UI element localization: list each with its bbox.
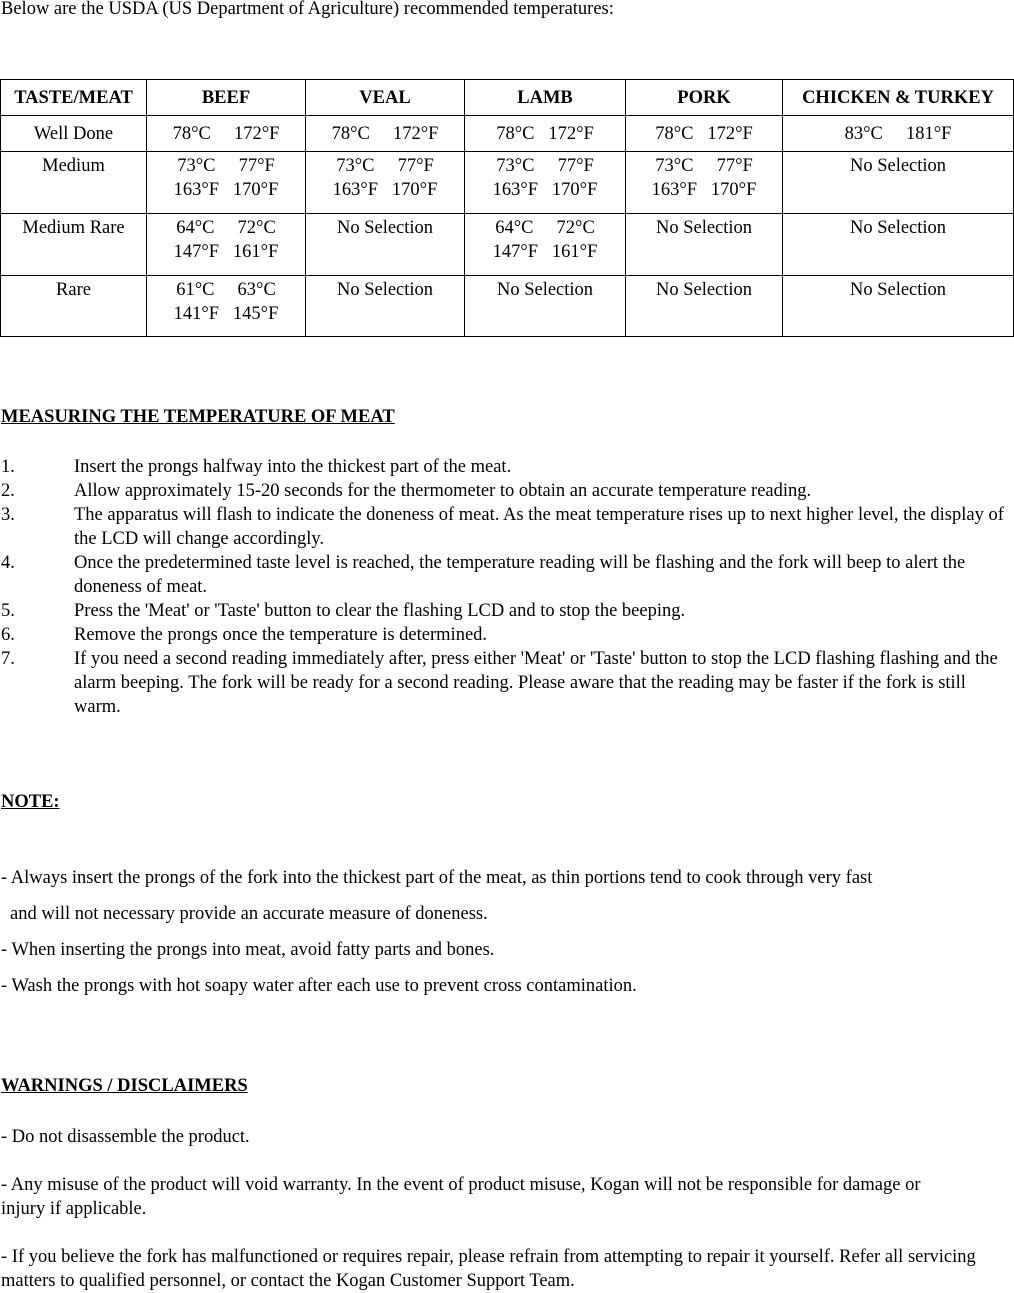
- pork-temperature-cell: [626, 276, 783, 337]
- measuring-steps-list: [1, 455, 1005, 719]
- step-text: Once the predetermined taste level is reached, the temperature reading will be flashing and the fork will beep to alert the doneness of meat.: [74, 553, 966, 597]
- pork-temperature-cell: [626, 214, 783, 276]
- temperature-value: 147°F 161°F: [492, 242, 598, 262]
- temperature-table: [0, 79, 1014, 337]
- warning-paragraph: - Any misuse of the product will void warranty. In the event of product misuse, Kogan will not be responsible for damage or injury if applicable.: [1, 1175, 921, 1219]
- step-number: 3.: [1, 505, 15, 525]
- temperature-value: No Selection: [655, 280, 753, 300]
- step-number: 7.: [1, 649, 15, 669]
- taste-level-cell: Well Done: [1, 116, 147, 152]
- warning-paragraph: - If you believe the fork has malfunctioned or requires repair, please refrain from attempting to repair it yourself. Refer all servicing matters to qualified personnel, or contact the Kogan Customer Support Team.: [1, 1247, 976, 1291]
- temperature-value: 64°C 72°C: [495, 218, 595, 238]
- chicken-turkey-temperature-cell: [783, 214, 1014, 276]
- chicken-turkey-temperature-cell: [783, 276, 1014, 337]
- step-text: Insert the prongs halfway into the thickest part of the meat.: [74, 457, 512, 477]
- beef-temperature-cell: [147, 276, 306, 337]
- measuring-step: [1, 647, 1005, 719]
- beef-temperature-cell: [147, 116, 306, 152]
- temperature-value: 163°F 170°F: [651, 180, 757, 200]
- temperature-value: 61°C 63°C: [176, 280, 276, 300]
- table-row: [1, 276, 1014, 337]
- measuring-step: [1, 455, 1005, 479]
- temperature-value: 163°F 170°F: [332, 180, 438, 200]
- temperature-value: No Selection: [336, 280, 434, 300]
- table-row: [1, 116, 1014, 152]
- header-lamb: LAMB: [465, 80, 626, 116]
- chicken-turkey-temperature-cell: [783, 152, 1014, 214]
- lamb-temperature-cell: [465, 276, 626, 337]
- chicken-turkey-temperature-cell: [783, 116, 1014, 152]
- step-number: 6.: [1, 625, 15, 645]
- temperature-value: 73°C 77°F: [177, 156, 275, 176]
- temperature-value: 73°C 77°F: [336, 156, 434, 176]
- table-row: [1, 214, 1014, 276]
- table-row: [1, 152, 1014, 214]
- temperature-value: 78°C 172°F: [331, 123, 439, 144]
- pork-temperature-cell: [626, 116, 783, 152]
- temperature-value: 83°C 181°F: [844, 123, 952, 144]
- intro-text: Below are the USDA (US Department of Agriculture) recommended temperatures:: [1, 0, 614, 19]
- beef-temperature-cell: [147, 152, 306, 214]
- pork-temperature-cell: [626, 152, 783, 214]
- note-line: - Always insert the prongs of the fork into the thickest part of the meat, as thin portions tend to cook through very fast: [1, 868, 873, 888]
- step-number: 4.: [1, 553, 15, 573]
- temperature-value: No Selection: [849, 280, 947, 300]
- lamb-temperature-cell: [465, 116, 626, 152]
- step-number: 2.: [1, 481, 15, 501]
- taste-level-cell: Medium Rare: [1, 214, 147, 276]
- temperature-value: No Selection: [496, 280, 594, 300]
- beef-temperature-cell: [147, 214, 306, 276]
- temperature-value: No Selection: [655, 218, 753, 238]
- veal-temperature-cell: [306, 214, 465, 276]
- header-taste-meat: TASTE/MEAT: [1, 80, 147, 116]
- header-pork: PORK: [626, 80, 783, 116]
- temperature-value: No Selection: [849, 156, 947, 176]
- temperature-value: 78°C 172°F: [496, 123, 594, 144]
- lamb-temperature-cell: [465, 214, 626, 276]
- table-header-row: [1, 80, 1014, 116]
- temperature-value: 141°F 145°F: [173, 304, 279, 324]
- step-text: Press the 'Meat' or 'Taste' button to clear the flashing LCD and to stop the beeping.: [74, 601, 686, 621]
- veal-temperature-cell: [306, 152, 465, 214]
- temperature-value: 73°C 77°F: [496, 156, 594, 176]
- lamb-temperature-cell: [465, 152, 626, 214]
- measuring-step: [1, 503, 1005, 551]
- measuring-step: [1, 623, 1005, 647]
- temperature-value: 78°C 172°F: [172, 123, 280, 144]
- taste-level-cell: Rare: [1, 276, 147, 337]
- warning-paragraph: - Do not disassemble the product.: [1, 1127, 250, 1147]
- temperature-value: 78°C 172°F: [655, 123, 753, 144]
- note-line: and will not necessary provide an accurate measure of doneness.: [10, 904, 488, 924]
- temperature-value: 147°F 161°F: [173, 242, 279, 262]
- temperature-value: 163°F 170°F: [173, 180, 279, 200]
- temperature-value: 73°C 77°F: [655, 156, 753, 176]
- temperature-value: 163°F 170°F: [492, 180, 598, 200]
- step-number: 1.: [1, 457, 15, 477]
- note-heading: NOTE:: [1, 792, 60, 812]
- taste-level-cell: Medium: [1, 152, 147, 214]
- veal-temperature-cell: [306, 276, 465, 337]
- step-number: 5.: [1, 601, 15, 621]
- note-line: - Wash the prongs with hot soapy water after each use to prevent cross contamination.: [1, 976, 637, 996]
- header-veal: VEAL: [306, 80, 465, 116]
- header-beef: BEEF: [147, 80, 306, 116]
- step-text: Allow approximately 15-20 seconds for the thermometer to obtain an accurate temperature reading.: [74, 481, 812, 501]
- measuring-step: [1, 599, 1005, 623]
- temperature-value: No Selection: [849, 218, 947, 238]
- temperature-value: 64°C 72°C: [176, 218, 276, 238]
- step-text: The apparatus will flash to indicate the doneness of meat. As the meat temperature rises up to next higher level, the display of the LCD will change accordingly.: [74, 505, 1004, 549]
- measuring-heading: MEASURING THE TEMPERATURE OF MEAT: [1, 407, 395, 427]
- header-chicken-turkey: CHICKEN & TURKEY: [783, 80, 1014, 116]
- step-text: Remove the prongs once the temperature is determined.: [74, 625, 488, 645]
- veal-temperature-cell: [306, 116, 465, 152]
- measuring-step: [1, 551, 1005, 599]
- note-line: - When inserting the prongs into meat, avoid fatty parts and bones.: [1, 940, 495, 960]
- warnings-heading: WARNINGS / DISCLAIMERS: [1, 1076, 248, 1096]
- step-text: If you need a second reading immediately after, press either 'Meat' or 'Taste' button to stop the LCD flashing flashing and the alarm beeping. The fork will be ready for a second reading. Please aware that the reading may be faster if the fork is still warm.: [74, 649, 998, 717]
- temperature-value: No Selection: [336, 218, 434, 238]
- measuring-step: [1, 479, 1005, 503]
